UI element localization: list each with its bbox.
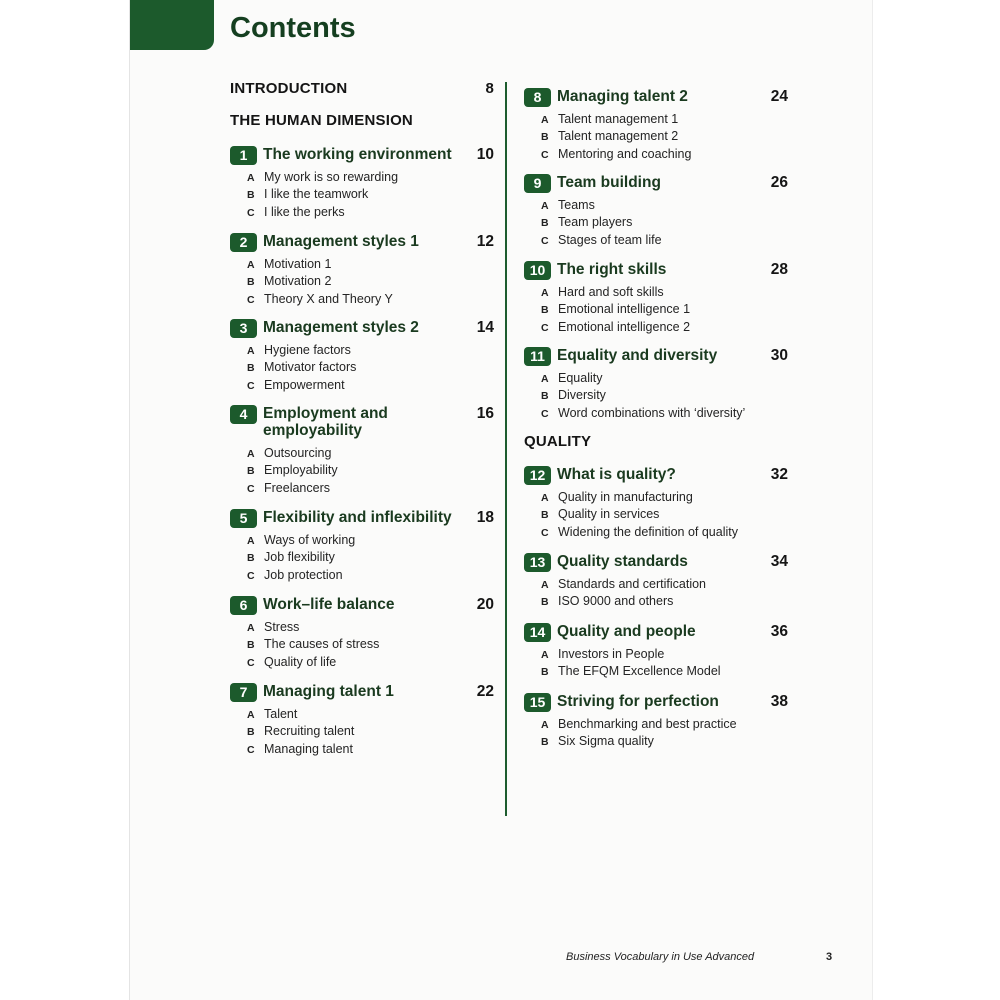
subsection-letter: C: [541, 407, 549, 420]
subsection-title: Mentoring and coaching: [558, 146, 692, 161]
subsection-letter: A: [541, 492, 549, 504]
subsection-item: [524, 370, 788, 387]
subsection-letter: A: [247, 448, 255, 460]
subsection-letter: C: [247, 379, 255, 392]
section-heading: [230, 80, 494, 97]
unit-heading: [230, 596, 494, 613]
subsection-item: [230, 462, 494, 479]
subsection-item: [524, 405, 788, 422]
subsection-item: [524, 733, 788, 750]
subsection-list: [524, 111, 788, 163]
unit-heading: [524, 693, 788, 710]
subsection-item: [524, 506, 788, 523]
subsection-item: [230, 169, 494, 186]
subsection-item: [524, 387, 788, 404]
subsection-item: [230, 619, 494, 636]
subsection-item: [524, 197, 788, 214]
unit-title: Flexibility and inflexibility: [263, 509, 452, 526]
subsection-title: Motivator factors: [264, 360, 357, 375]
unit-heading: [230, 233, 494, 250]
unit-number-badge: 5: [230, 509, 257, 528]
unit-heading: [524, 261, 788, 278]
subsection-item: [230, 654, 494, 671]
subsection-letter: B: [247, 465, 255, 478]
subsection-title: Equality: [558, 371, 603, 385]
subsection-letter: A: [541, 579, 549, 591]
toc-unit: [230, 509, 494, 584]
unit-page-number: 14: [476, 319, 494, 336]
unit-heading: [524, 174, 788, 191]
subsection-item: [230, 186, 494, 203]
subsection-title: ISO 9000 and others: [558, 594, 674, 609]
unit-title: Team building: [557, 174, 661, 191]
unit-number-badge: 9: [524, 174, 551, 193]
subsection-item: [230, 723, 494, 740]
subsection-letter: B: [541, 666, 549, 679]
subsection-title: Hygiene factors: [264, 343, 351, 357]
subsection-title: Investors in People: [558, 647, 665, 661]
toc-unit: [230, 596, 494, 671]
toc-unit: [524, 88, 788, 163]
subsection-item: [524, 301, 788, 318]
unit-number-badge: 11: [524, 347, 551, 366]
unit-title: Striving for perfection: [557, 693, 719, 710]
subsection-list: [230, 445, 494, 497]
subsection-letter: A: [541, 200, 549, 212]
section-heading: [230, 112, 494, 129]
unit-number-badge: 3: [230, 319, 257, 338]
subsection-title: Talent management 1: [558, 112, 679, 126]
subsection-letter: B: [541, 736, 549, 749]
unit-title: What is quality?: [557, 466, 676, 483]
subsection-letter: A: [541, 649, 549, 661]
subsection-letter: C: [247, 656, 255, 669]
subsection-title: Widening the definition of quality: [558, 524, 738, 539]
toc-unit: [230, 146, 494, 221]
section-page-number: 8: [485, 80, 494, 97]
unit-heading: [230, 683, 494, 700]
subsection-title: Diversity: [558, 388, 606, 403]
toc-unit: [230, 683, 494, 758]
unit-page-number: 32: [770, 466, 788, 483]
subsection-title: Job flexibility: [264, 550, 335, 565]
unit-number-badge: 10: [524, 261, 551, 280]
subsection-title: Ways of working: [264, 533, 356, 547]
subsection-list: [524, 489, 788, 541]
subsection-item: [524, 214, 788, 231]
unit-title: Management styles 1: [263, 233, 419, 250]
unit-number-badge: 13: [524, 553, 551, 572]
subsection-title: Emotional intelligence 1: [558, 302, 691, 317]
toc-unit: [524, 261, 788, 336]
subsection-letter: C: [541, 148, 549, 161]
subsection-letter: A: [247, 535, 255, 547]
subsection-title: Quality in manufacturing: [558, 490, 693, 504]
subsection-list: [524, 197, 788, 249]
unit-page-number: 38: [770, 693, 788, 710]
unit-page-number: 16: [476, 405, 494, 422]
subsection-list: [230, 706, 494, 758]
section-title: QUALITY: [524, 433, 592, 450]
subsection-title: Benchmarking and best practice: [558, 717, 737, 731]
subsection-letter: C: [541, 321, 549, 334]
subsection-item: [230, 291, 494, 308]
subsection-item: [524, 489, 788, 506]
unit-number-badge: 14: [524, 623, 551, 642]
subsection-item: [524, 716, 788, 733]
subsection-item: [230, 204, 494, 221]
unit-heading: [230, 146, 494, 163]
toc-unit: [230, 233, 494, 308]
subsection-title: I like the perks: [264, 204, 345, 219]
subsection-letter: C: [247, 743, 255, 756]
subsection-letter: B: [541, 596, 549, 609]
subsection-title: Theory X and Theory Y: [264, 291, 393, 306]
subsection-letter: B: [247, 726, 255, 739]
unit-heading: [524, 623, 788, 640]
footer-page-number: 3: [826, 951, 833, 963]
unit-page-number: 20: [476, 596, 494, 613]
subsection-title: Emotional intelligence 2: [558, 319, 691, 334]
unit-number-badge: 6: [230, 596, 257, 615]
subsection-item: [230, 549, 494, 566]
subsection-title: I like the teamwork: [264, 187, 369, 202]
subsection-title: Quality in services: [558, 507, 660, 522]
subsection-item: [230, 567, 494, 584]
corner-tab: [130, 0, 214, 50]
section-title: INTRODUCTION: [230, 80, 348, 97]
unit-title: The right skills: [557, 261, 667, 278]
subsection-item: [230, 706, 494, 723]
subsection-item: [524, 524, 788, 541]
unit-number-badge: 1: [230, 146, 257, 165]
unit-page-number: 22: [476, 683, 494, 700]
subsection-letter: A: [541, 287, 549, 299]
unit-heading: [524, 347, 788, 364]
subsection-title: Motivation 2: [264, 274, 332, 289]
footer-book-title: Business Vocabulary in Use Advanced: [566, 951, 755, 963]
subsection-title: Recruiting talent: [264, 724, 355, 739]
unit-page-number: 26: [770, 174, 788, 191]
subsection-letter: C: [541, 234, 549, 247]
subsection-title: My work is so rewarding: [264, 170, 399, 184]
subsection-letter: B: [541, 390, 549, 403]
section-heading: [524, 433, 788, 450]
unit-title: Quality and people: [557, 623, 696, 640]
subsection-letter: B: [541, 509, 549, 522]
subsection-item: [524, 111, 788, 128]
toc-unit: [230, 319, 494, 394]
subsection-title: Hard and soft skills: [558, 285, 664, 299]
unit-title: Employment and employability: [263, 405, 388, 439]
unit-title: Equality and diversity: [557, 347, 718, 364]
subsection-title: Stages of team life: [558, 232, 662, 247]
subsection-item: [524, 319, 788, 336]
subsection-title: Word combinations with ‘diversity’: [558, 405, 746, 420]
subsection-title: Job protection: [264, 567, 343, 582]
subsection-list: [230, 532, 494, 584]
subsection-letter: A: [247, 709, 255, 721]
unit-page-number: 36: [770, 623, 788, 640]
toc-unit: [230, 405, 494, 497]
subsection-title: Empowerment: [264, 377, 345, 392]
subsection-title: Motivation 1: [264, 257, 332, 271]
subsection-item: [524, 128, 788, 145]
unit-title: Management styles 2: [263, 319, 419, 336]
subsection-letter: A: [247, 622, 255, 634]
unit-page-number: 30: [770, 347, 788, 364]
page-title: Contents: [230, 12, 356, 44]
subsection-letter: A: [541, 373, 549, 385]
subsection-letter: A: [541, 719, 549, 731]
subsection-letter: B: [247, 362, 255, 375]
subsection-letter: B: [247, 276, 255, 289]
subsection-letter: B: [247, 639, 255, 652]
subsection-letter: C: [247, 206, 255, 219]
unit-number-badge: 7: [230, 683, 257, 702]
toc-unit: [524, 693, 788, 751]
subsection-list: [524, 716, 788, 751]
toc-section: [524, 433, 788, 450]
toc-unit: [524, 347, 788, 422]
unit-page-number: 18: [476, 509, 494, 526]
subsection-item: [524, 146, 788, 163]
subsection-letter: A: [247, 172, 255, 184]
column-divider: [505, 82, 507, 816]
subsection-item: [230, 445, 494, 462]
unit-heading: [524, 88, 788, 105]
toc-section: [230, 112, 494, 129]
subsection-list: [524, 370, 788, 422]
unit-title: The working environment: [263, 146, 452, 163]
subsection-list: [524, 576, 788, 611]
subsection-item: [230, 256, 494, 273]
unit-heading: [230, 319, 494, 336]
subsection-item: [230, 359, 494, 376]
unit-title: Managing talent 1: [263, 683, 394, 700]
toc-unit: [524, 553, 788, 611]
subsection-letter: A: [247, 259, 255, 271]
subsection-list: [524, 284, 788, 336]
subsection-item: [230, 741, 494, 758]
unit-page-number: 24: [770, 88, 788, 105]
subsection-title: Quality of life: [264, 654, 337, 669]
subsection-item: [524, 593, 788, 610]
subsection-letter: B: [247, 552, 255, 565]
toc-unit: [524, 174, 788, 249]
subsection-title: Managing talent: [264, 741, 353, 756]
unit-number-badge: 12: [524, 466, 551, 485]
subsection-item: [524, 576, 788, 593]
subsection-item: [230, 480, 494, 497]
subsection-list: [230, 256, 494, 308]
subsection-letter: B: [541, 304, 549, 317]
subsection-letter: C: [247, 482, 255, 495]
subsection-item: [230, 273, 494, 290]
toc-section: [230, 80, 494, 97]
subsection-title: The EFQM Excellence Model: [558, 664, 721, 679]
unit-number-badge: 2: [230, 233, 257, 252]
subsection-item: [524, 646, 788, 663]
unit-title: Quality standards: [557, 553, 688, 570]
toc-unit: [524, 466, 788, 541]
subsection-letter: A: [541, 114, 549, 126]
unit-page-number: 34: [770, 553, 788, 570]
toc-unit: [524, 623, 788, 681]
unit-number-badge: 8: [524, 88, 551, 107]
section-title: THE HUMAN DIMENSION: [230, 112, 413, 129]
unit-page-number: 12: [476, 233, 494, 250]
subsection-title: Team players: [558, 215, 633, 230]
subsection-letter: B: [541, 217, 549, 230]
subsection-item: [230, 377, 494, 394]
unit-title: Work–life balance: [263, 596, 395, 613]
subsection-title: Teams: [558, 198, 595, 212]
subsection-letter: C: [541, 526, 549, 539]
subsection-list: [524, 646, 788, 681]
subsection-item: [524, 232, 788, 249]
subsection-list: [230, 342, 494, 394]
subsection-item: [524, 284, 788, 301]
subsection-title: The causes of stress: [264, 637, 380, 652]
subsection-list: [230, 169, 494, 221]
subsection-item: [230, 342, 494, 359]
subsection-item: [230, 532, 494, 549]
unit-heading: [524, 466, 788, 483]
subsection-title: Talent management 2: [558, 129, 679, 144]
subsection-title: Freelancers: [264, 480, 330, 495]
subsection-title: Six Sigma quality: [558, 734, 654, 749]
subsection-item: [524, 663, 788, 680]
subsection-title: Talent: [264, 707, 298, 721]
unit-page-number: 28: [770, 261, 788, 278]
subsection-title: Stress: [264, 620, 300, 634]
subsection-item: [230, 636, 494, 653]
unit-heading: [230, 509, 494, 526]
subsection-letter: B: [541, 131, 549, 144]
subsection-letter: C: [247, 293, 255, 306]
subsection-letter: A: [247, 345, 255, 357]
subsection-list: [230, 619, 494, 671]
unit-page-number: 10: [476, 146, 494, 163]
unit-number-badge: 15: [524, 693, 551, 712]
unit-number-badge: 4: [230, 405, 257, 424]
subsection-letter: B: [247, 189, 255, 202]
subsection-title: Employability: [264, 463, 338, 478]
subsection-title: Standards and certification: [558, 577, 707, 591]
subsection-letter: C: [247, 569, 255, 582]
unit-title: Managing talent 2: [557, 88, 688, 105]
unit-heading: [230, 405, 494, 439]
subsection-title: Outsourcing: [264, 446, 332, 460]
unit-heading: [524, 553, 788, 570]
